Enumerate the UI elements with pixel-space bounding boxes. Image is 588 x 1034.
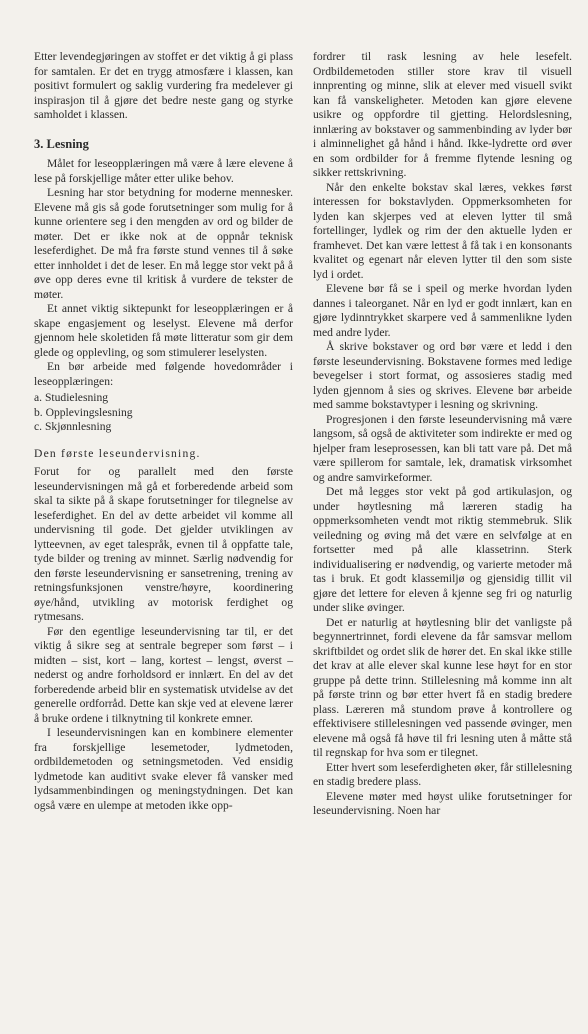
reading-areas-list	[34, 391, 293, 435]
section-heading: 3. Lesning	[34, 136, 89, 151]
paragraph: fordrer til rask lesning av hele lesefelt. Ordbildemetoden stiller store krav til visuell innprenting og minne, slik at elever med visuell svikt kan få vanskeligheter. Metoden kan gjøre elevene usikre og oppfordre til gjetting. Helordslesning, innlæring av bokstaver og sammenbinding av lyder bør i alminnelighet gå hånd i hånd. Ikke-lydrette ord øver en som ordbilder for å fremme flytende lesning og sikker rettskrivning.	[313, 50, 572, 179]
paragraph: Målet for leseopplæringen må være å lære elevene å lese på forskjellige måter etter ulike behov.	[34, 157, 293, 185]
list-item: c. Skjønnlesning	[34, 420, 112, 433]
left-column	[34, 50, 293, 813]
paragraph: Det må legges stor vekt på god artikulasjon, og under høytlesning må læreren stadig ha oppmerksomheten vendt mot riktig stemmebruk. Slik veiledning og øving må det være en selvfølge at en fortsetter med på alle klassetrinn. Sterk individualisering er nødvendig, og varierte metoder må tas i bruk. Et godt klassemiljø og gjensidig tillit vil gjøre det lettere for eleven å kjenne seg fri og naturlig under slike øvinger.	[313, 485, 572, 614]
paragraph: Forut for og parallelt med den første leseundervisningen må gå et forberedende arbeid som skal ta sikte på å skape forutsetninger for tilegnelse av leseferdighet. En del av dette arbeidet vil komme all undervisning til gode. Det gjelder utviklingen av lytteevnen, av eget talespråk, evnen til å oppfatte tale, tyde bilder og trening av minnet. Særlig nødvendig for den første leseundervisning er sansetrening, trening av retningsfunksjonen venstre/høyre, koordinering øye/hånd, utvikling av motorisk ferdighet og rytmesans.	[34, 465, 293, 623]
paragraph: I leseundervisningen kan en kombinere elementer fra forskjellige lesemetoder, lydmetoden, ordbildemetoden og setningsmetoden. Ved ensidig lydmetode kan auditivt svake elever få vansker med lydsammenbindingen og meningstydningen. Det kan også være en ulempe at metoden ikke opp-	[34, 726, 293, 812]
subheading: Den første leseundervisning.	[34, 446, 201, 460]
paragraph: Progresjonen i den første leseundervisning må være langsom, så også de aktiviteter som indirekte er med og hjelper fram leseprosessen, kan bli tatt vare på. Det må være spillerom for samtale, lek, dramatisk virksomhet og andre samvirkeformer.	[313, 412, 572, 484]
paragraph: Å skrive bokstaver og ord bør være et ledd i den første leseundervisning. Bokstavene formes med ledige bevegelser i stort format, og assosieres stadig med lyden gjennom å sies og skrives. Elevene bør arbeide med samme bokstavtyper i lesning og skrivning.	[313, 340, 572, 411]
paragraph: Etter levendegjøringen av stoffet er det viktig å gi plass for samtalen. Er det en trygg atmosfære i klassen, kan positivt formulert og saklig vurdering fra medelever gi inspirasjon til å gjøre det bedre neste gang og styrke samholdet i klassen.	[34, 50, 293, 121]
paragraph: Etter hvert som leseferdigheten øker, får stillelesning en stadig bredere plass.	[313, 760, 572, 788]
paragraph: Elevene møter med høyst ulike forutsetninger for leseundervisning. Noen har	[313, 789, 572, 817]
paragraph: Før den egentlige leseundervisning tar til, er det viktig å sikre seg at sentrale begreper som først – i midten – sist, kort – lang, kortest – lengst, øverst – nederst og andre forholdsord er innlært. En del av det forberedende arbeid blir en systematisk utvidelse av det generelle ordforråd. Dette kan skje ved at elevene lærer å bruke ordene i tilknytning til konkrete emner.	[34, 624, 293, 725]
paragraph: Når den enkelte bokstav skal læres, vekkes først interessen for bokstavlyden. Oppmerksomheten for lyden kan skjerpes ved at eleven lytter til små fortellinger, lydlek og rim der den aktuelle lyden er framhevet. Det kan være lettest å få tak i en konsonants kvalitet og egenart når eleven lytter til den som siste lyd i ordet.	[313, 180, 572, 281]
list-item: b. Opplevingslesning	[34, 405, 133, 419]
paragraph: Elevene bør få se i speil og merke hvordan lyden dannes i taleorganet. Når en lyd er godt innlært, kan en gjøre lydinntrykket skarpere ved å sammenlikne lyden med andre lyder.	[313, 282, 572, 339]
paragraph: Lesning har stor betydning for moderne mennesker. Elevene må gis så gode forutsetninger som mulig for å kunne orientere seg i den mengden av ord og bilder de møter. Det er ikke nok at de oppnår teknisk leseferdighet. De må fra første stund vennes til å søke etter innholdet i det de leser. En må legge stor vekt på å øve opp deres evne til kritisk å vurdere de tekster de møter.	[34, 186, 293, 301]
paragraph: Det er naturlig at høytlesning blir det vanligste på begynnertrinnet, fordi elevene da får samsvar mellom skriftbildet og ordet slik de hører det. En skal ikke stille det krav at alle elever skal kunne lese høyt for en stor gruppe på dette trinn. Stillelesning må komme inn alt på første trinn og bør etter hvert få en stadig bredere plass. Læreren må stundom prøve å kontrollere og effektivisere stillelesningen ved passende øvinger, men elevene må også få høve til fri lesning uten å måtte stå til regnskap for hva som er tilegnet.	[313, 615, 572, 759]
paragraph: En bør arbeide med følgende hovedområder i leseopplæringen:	[34, 360, 293, 388]
paragraph: Et annet viktig siktepunkt for leseopplæringen er å skape engasjement og leselyst. Elevene må derfor gjennom hele skoletiden få møte litteratur som gir dem glede og opplevling, og som stimulerer leselysten.	[34, 302, 293, 359]
list-item: a. Studielesning	[34, 391, 109, 404]
right-column	[313, 50, 572, 819]
